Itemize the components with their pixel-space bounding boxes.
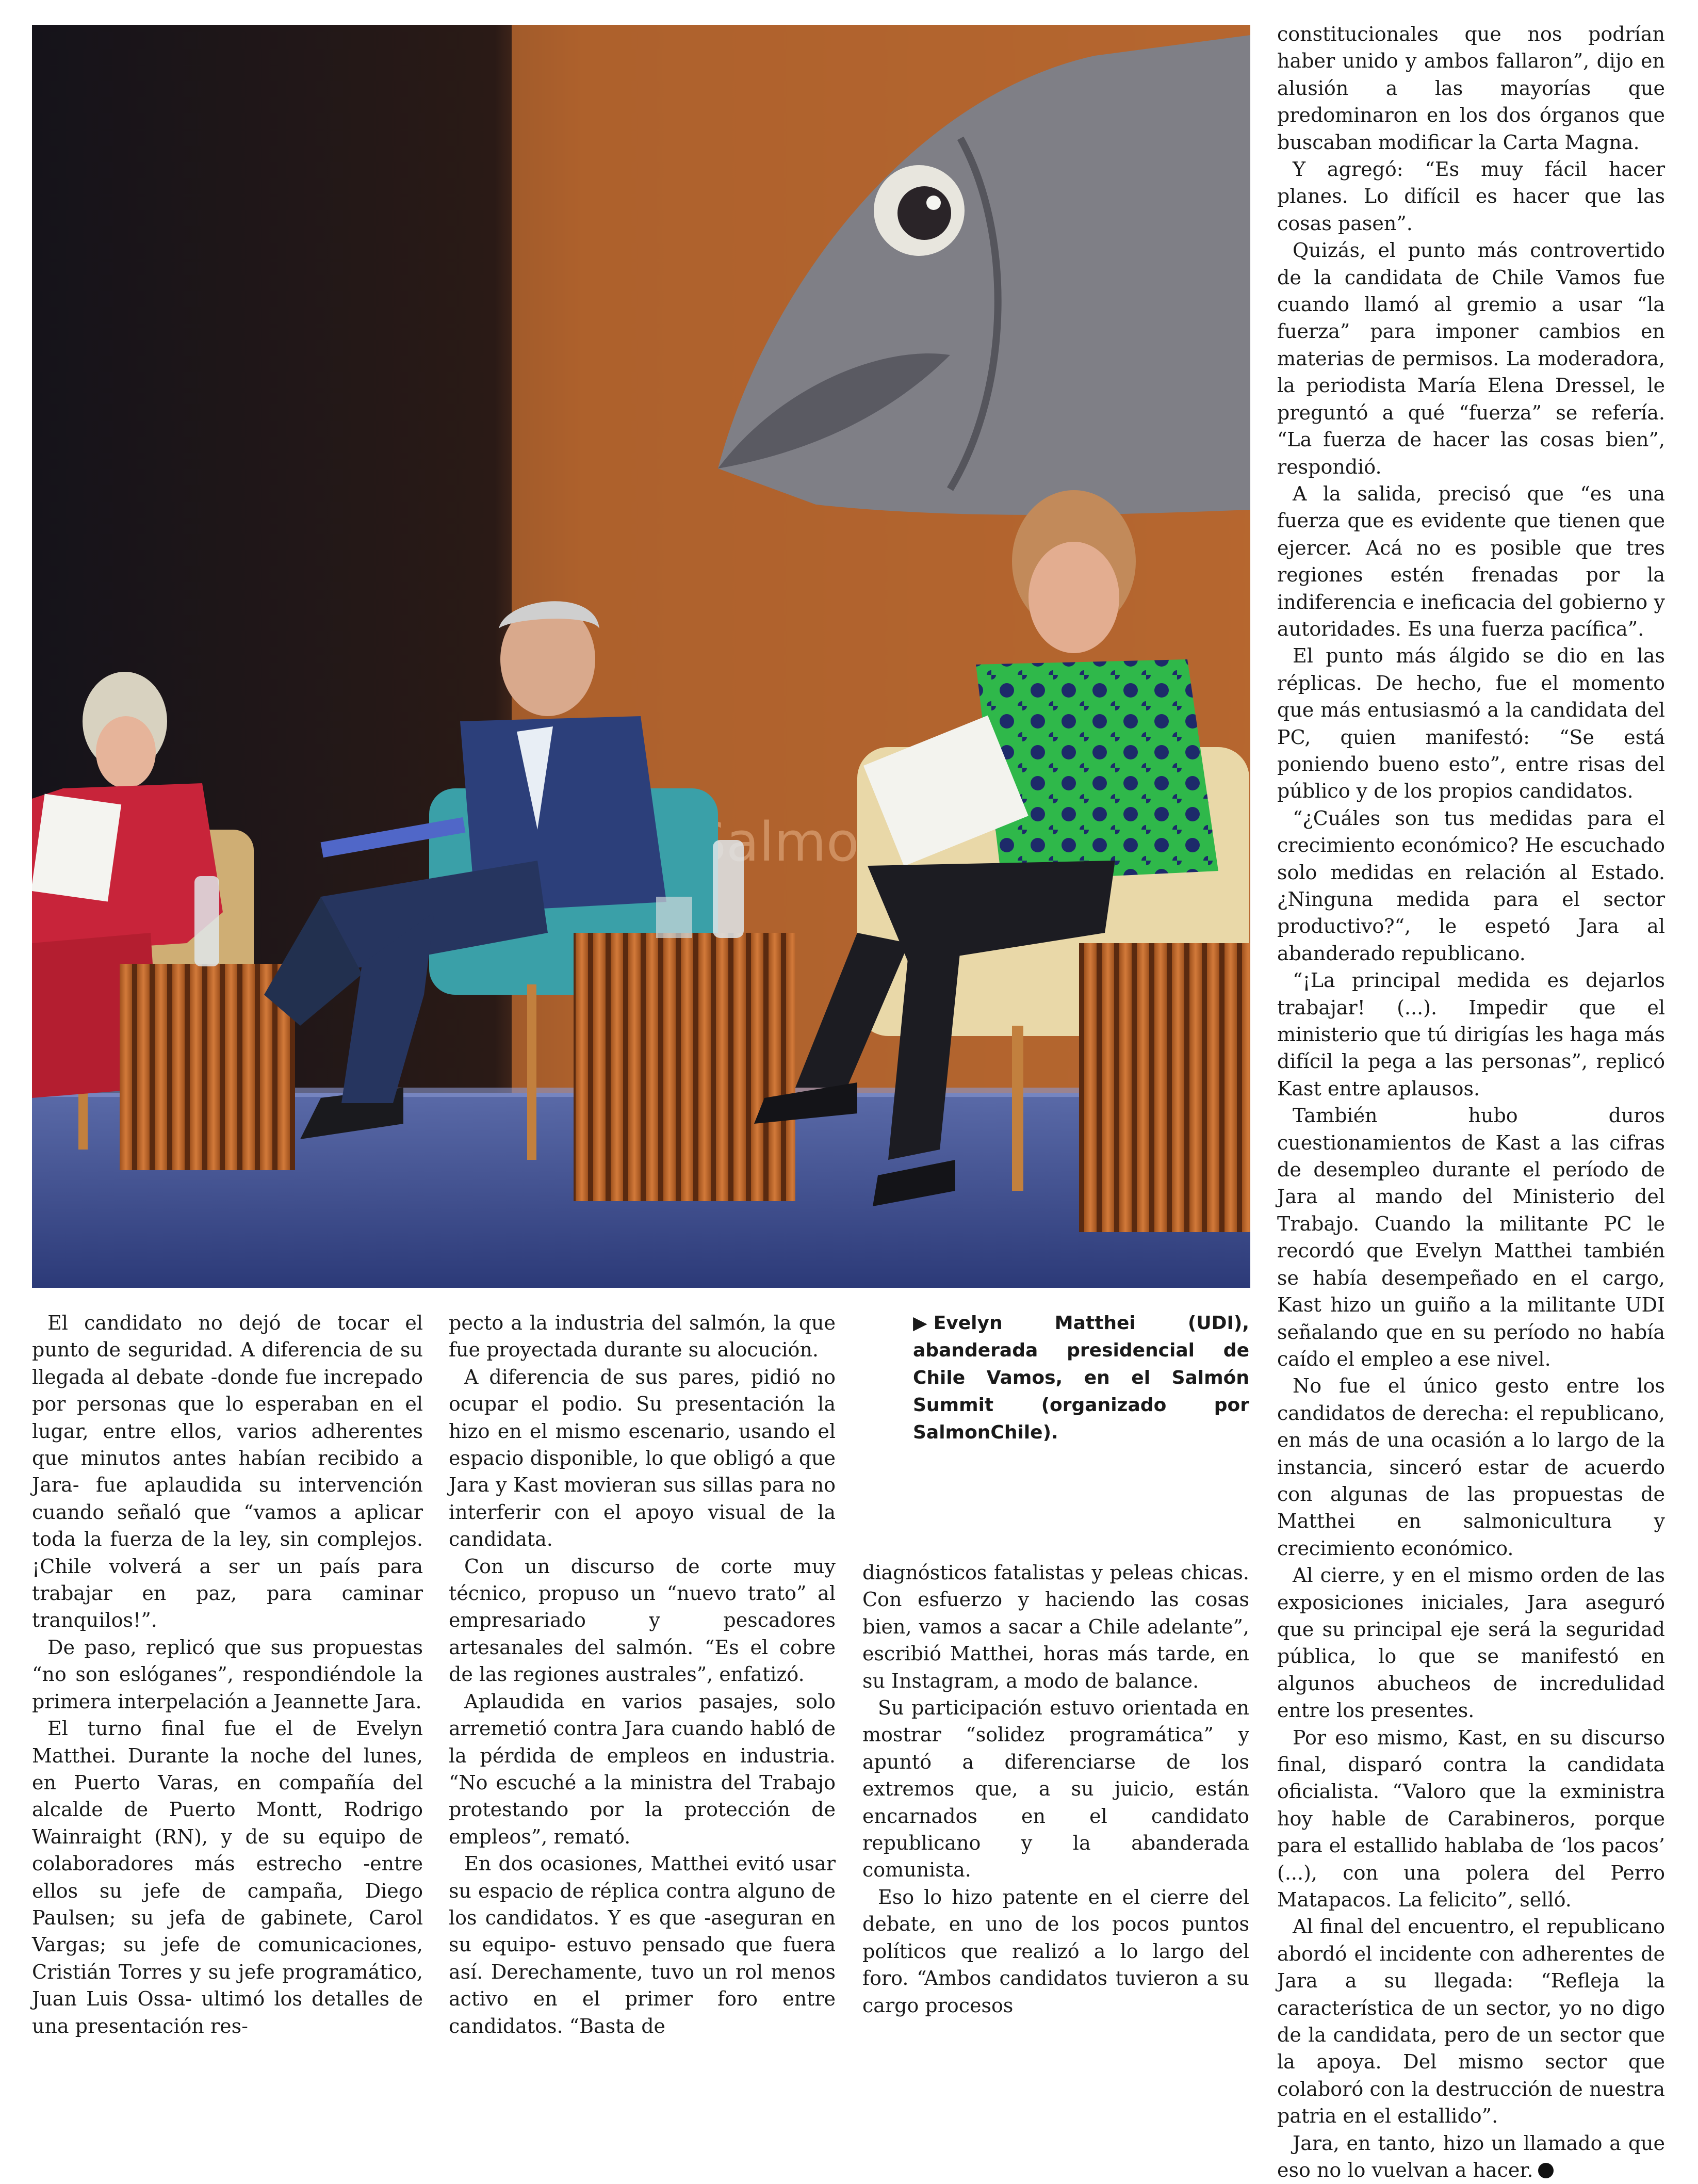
closing-text: Jara, en tanto, hizo un llamado a que eso no lo vuelvan a hacer. — [1277, 2131, 1665, 2182]
article-column-1 — [32, 1309, 423, 2040]
paragraph: pecto a la industria del salmón, la que fue proyectada durante su alocución. — [449, 1312, 836, 1362]
paragraph: Aplaudida en varios pasajes, solo arremetió contra Jara cuando habló de la pérdida de empleos en industria. “No escuché a la ministra del Trabajo protestando por la protección de empleos”, remató. — [449, 1690, 836, 1848]
paragraph: No fue el único gesto entre los candidatos de derecha: el republicano, en más de una ocasión a lo largo de la instancia, sinceró estar de acuerdo con algunas de las propuestas de Matthei en salmonicultura y crecimiento económico. — [1277, 1374, 1665, 1560]
end-of-article-icon — [1538, 2163, 1554, 2178]
paragraph: El turno final fue el de Evelyn Matthei. Durante la noche del lunes, en Puerto Varas, en compañía del alcalde de Puerto Montt, Rodrigo Wainraight (RN), y de su equipo de colaboradores más estrecho -entre ellos su jefe de campaña, Diego Paulsen; su jefa de gabinete, Carol Vargas; su jefe de comunicaciones, Cristián Torres y su jefe programático, Juan Luis Ossa- ultimó los detalles de una presentación res- — [32, 1717, 423, 2037]
paragraph: Su participación estuvo orientada en mostrar “solidez programática” y apuntó a diferenciarse de los extremos que, a su juicio, están encarnados en el candidato republicano y la abanderada comunista. — [862, 1696, 1249, 1882]
paragraph: Por eso mismo, Kast, en su discurso final, disparó contra la candidata oficialista. “Valoro que la exministra hoy hable de Carabineros, porque para el estallido hablaba de ‘los pacos’ (...), con una polera del Perro Matapacos. La felicito”, selló. — [1277, 1726, 1665, 1912]
article-column-2 — [449, 1309, 836, 2040]
paragraph: A diferencia de sus pares, pidió no ocupar el podio. Su presentación la hizo en el mismo escenario, usando el espacio disponible, lo que obligó a que Jara y Kast movieran sus sillas para no interferir con el apoyo visual de la candidata. — [449, 1365, 836, 1551]
paragraph: El candidato no dejó de tocar el punto de seguridad. A diferencia de su llegada al debate -donde fue increpado por personas que lo esperaban en el lugar, entre ellos, varios adherentes que minutos antes habían recibido a Jara- fue aplaudida su intervención cuando señaló que “vamos a aplicar toda la fuerza de la ley, sin complejos. ¡Chile volverá a ser un país para trabajar en paz, para caminar tranquilos!”. — [32, 1312, 423, 1632]
caption-text: Evelyn Matthei (UDI), abanderada presidencial de Chile Vamos, en el Salmón Summit (organizado por SalmonChile). — [913, 1313, 1249, 1443]
paragraph: Al final del encuentro, el republicano abordó el incidente con adherentes de Jara a su llegada: “Refleja la característica de un sector, yo no digo de la candidata, pero de un sector que la apoya. Del mismo sector que colaboró con la destrucción de nuestra patria en el estallido”. — [1277, 1915, 1665, 2128]
photo-caption — [913, 1309, 1249, 1446]
paragraph: En dos ocasiones, Matthei evitó usar su espacio de réplica contra alguno de los candidatos. Y es que -aseguran en su equipo- estuvo pensado que fuera así. Derechamente, tuvo un rol menos activo en el primer foro entre candidatos. “Basta de — [449, 1852, 836, 2037]
paragraph: diagnósticos fatalistas y peleas chicas. Con esfuerzo y haciendo las cosas bien, vamos a sacar a Chile adelante”, escribió Matthei, horas más tarde, en su Instagram, a modo de balance. — [862, 1561, 1249, 1692]
paragraph: Al cierre, y en el mismo orden de las exposiciones iniciales, Jara aseguró que su principal eje será la seguridad pública, lo que se manifestó en algunos abucheos de incredulidad entre los presentes. — [1277, 1564, 1665, 1722]
side-table-3 — [1079, 943, 1250, 1232]
paragraph: constitucionales que nos podrían haber unido y ambos fallaron”, dijo en alusión a las mayorías que predominaron en los dos órganos que buscaban modificar la Carta Magna. — [1277, 23, 1665, 154]
paragraph: Con un discurso de corte muy técnico, propuso un “nuevo trato” al empresariado y pescadores artesanales del salmón. “Es el cobre de las regiones australes”, enfatizó. — [449, 1555, 836, 1686]
stage-scene — [32, 25, 1250, 1288]
paragraph: Quizás, el punto más controvertido de la candidata de Chile Vamos fue cuando llamó al gremio a usar “la fuerza” para imponer cambios en materias de permisos. La moderadora, la periodista María Elena Dressel, le preguntó a qué “fuerza” se refería. “La fuerza de hacer las cosas bien”, respondió. — [1277, 239, 1665, 478]
article-column-3 — [862, 1559, 1249, 2019]
paragraph: El punto más álgido se dio en las réplicas. De hecho, fue el momento que más entusiasmó a la candidata del PC, quien manifestó: “Se está poniendo bueno esto”, entre risas del público y de los propios candidatos. — [1277, 644, 1665, 803]
paragraph-last — [1277, 2130, 1665, 2184]
paragraph: De paso, replicó que sus propuestas “no son eslóganes”, respondiéndole la primera interpelación a Jeannette Jara. — [32, 1636, 423, 1713]
article-column-4 — [1277, 21, 1665, 2184]
paragraph: “¡La principal medida es dejarlos trabajar! (...). Impedir que el ministerio que tú dirigías les haga más difícil la pega a las personas”, replicó Kast entre aplausos. — [1277, 969, 1665, 1100]
caption-marker-icon: ▶ — [913, 1313, 927, 1334]
paragraph: A la salida, precisó que “es una fuerza que es evidente que tienen que ejercer. Acá no es posible que tres regiones estén frenadas por la indiferencia e ineficacia del gobierno y autoridades. Es una fuerza pacífica”. — [1277, 482, 1665, 640]
paragraph: “¿Cuáles son tus medidas para el crecimiento económico? He escuchado solo medidas en relación al Estado. ¿Ninguna medida para el sector productivo?“, le espetó Jara al abanderado republicano. — [1277, 806, 1665, 965]
side-table-2 — [574, 933, 795, 1201]
paragraph: Y agregó: “Es muy fácil hacer planes. Lo difícil es hacer que las cosas pasen”. — [1277, 158, 1665, 235]
paragraph: También hubo duros cuestionamientos de Kast a las cifras de desempleo durante el período de Jara al mando del Ministerio del Trabajo. Cuando la militante PC le recordó que Evelyn Matthei también se había desempeñado en el cargo, Kast hizo un guiño a la militante UDI señalando que en su período no había caído el empleo a ese nivel. — [1277, 1104, 1665, 1370]
paragraph: Eso lo hizo patente en el cierre del debate, en uno de los pocos puntos políticos que realizó a lo largo del foro. “Ambos candidatos tuvieron a su cargo procesos — [862, 1885, 1249, 2017]
event-photo — [32, 25, 1250, 1288]
